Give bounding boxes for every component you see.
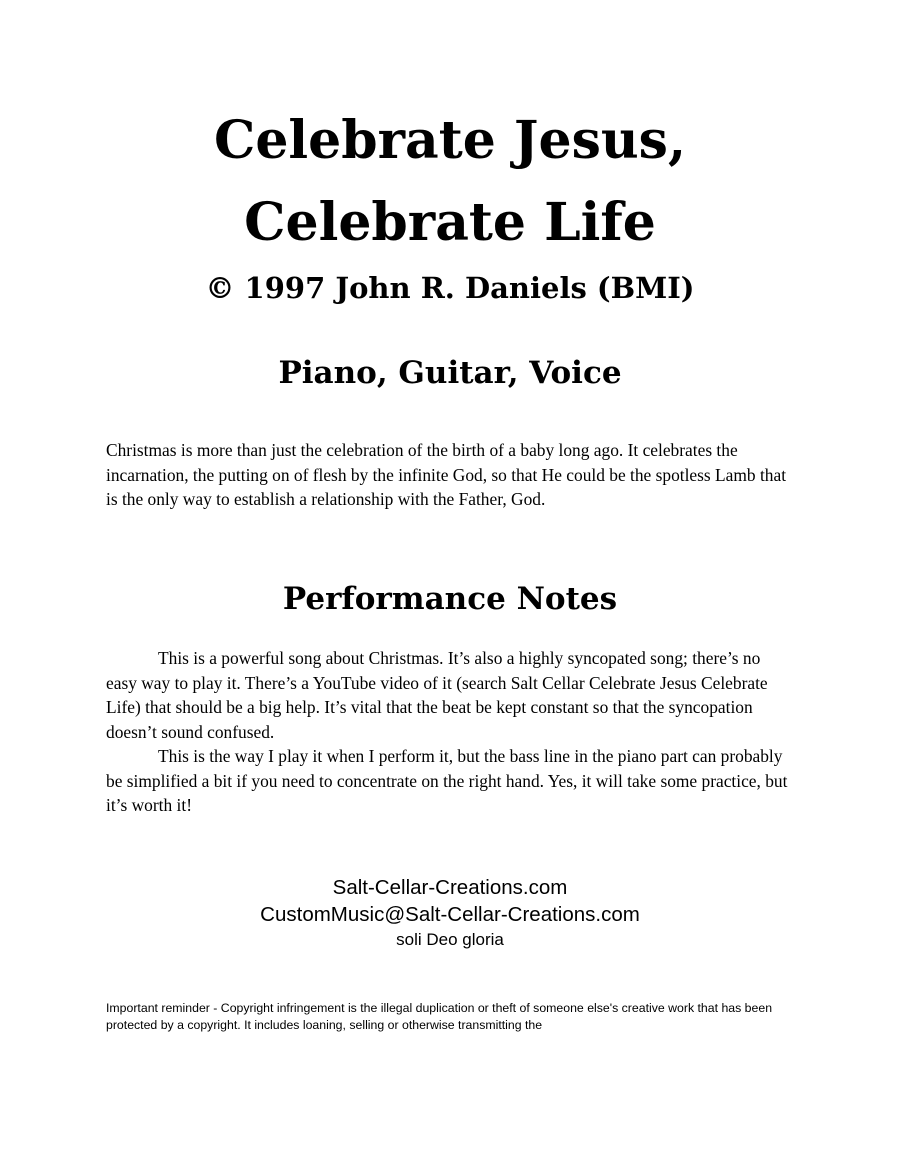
email-text: CustomMusic@Salt-Cellar-Creations.com [260, 903, 640, 926]
copyright-reminder: Important reminder - Copyright infringement is the illegal duplication or theft of someone else's creative work that has been protected by a copyright. It includes loaning, selling or otherwise transmitting the [106, 1001, 773, 1032]
instrumentation-heading: Piano, Guitar, Voice [278, 355, 622, 391]
website-text: Salt-Cellar-Creations.com [332, 876, 568, 899]
motto-text: soli Deo gloria [396, 930, 504, 949]
intro-paragraph: Christmas is more than just the celebration of the birth of a baby long ago. It celebrates the incarnation, the putting on of flesh by the infinite God, so that He could be the spotless Lamb that is the only way to establish a relationship with the Father, God. [106, 440, 787, 509]
copyright-notice: © 1997 John R. Daniels (BMI) [205, 271, 695, 305]
performance-notes-paragraph: This is the way I play it when I perform it, but the bass line in the piano part can probably be simplified a bit if you need to concentrate on the right hand. Yes, it will take some practice, but it’s worth it! [106, 746, 788, 815]
song-title-line-2: Celebrate Life [244, 192, 656, 253]
song-title-line-1: Celebrate Jesus, [213, 110, 687, 171]
performance-notes-heading: Performance Notes [282, 581, 618, 617]
performance-notes-paragraph: This is a powerful song about Christmas. It’s also a highly syncopated song; there’s no easy way to play it. There’s a YouTube video of it (search Salt Cellar Celebrate Jesus Celebrate Life) that should be a big help. It’s vital that the beat be kept constant so that the syncopation doesn’t sound confused. [106, 648, 768, 742]
contact-block [0, 874, 900, 952]
performance-notes-body [106, 646, 794, 818]
